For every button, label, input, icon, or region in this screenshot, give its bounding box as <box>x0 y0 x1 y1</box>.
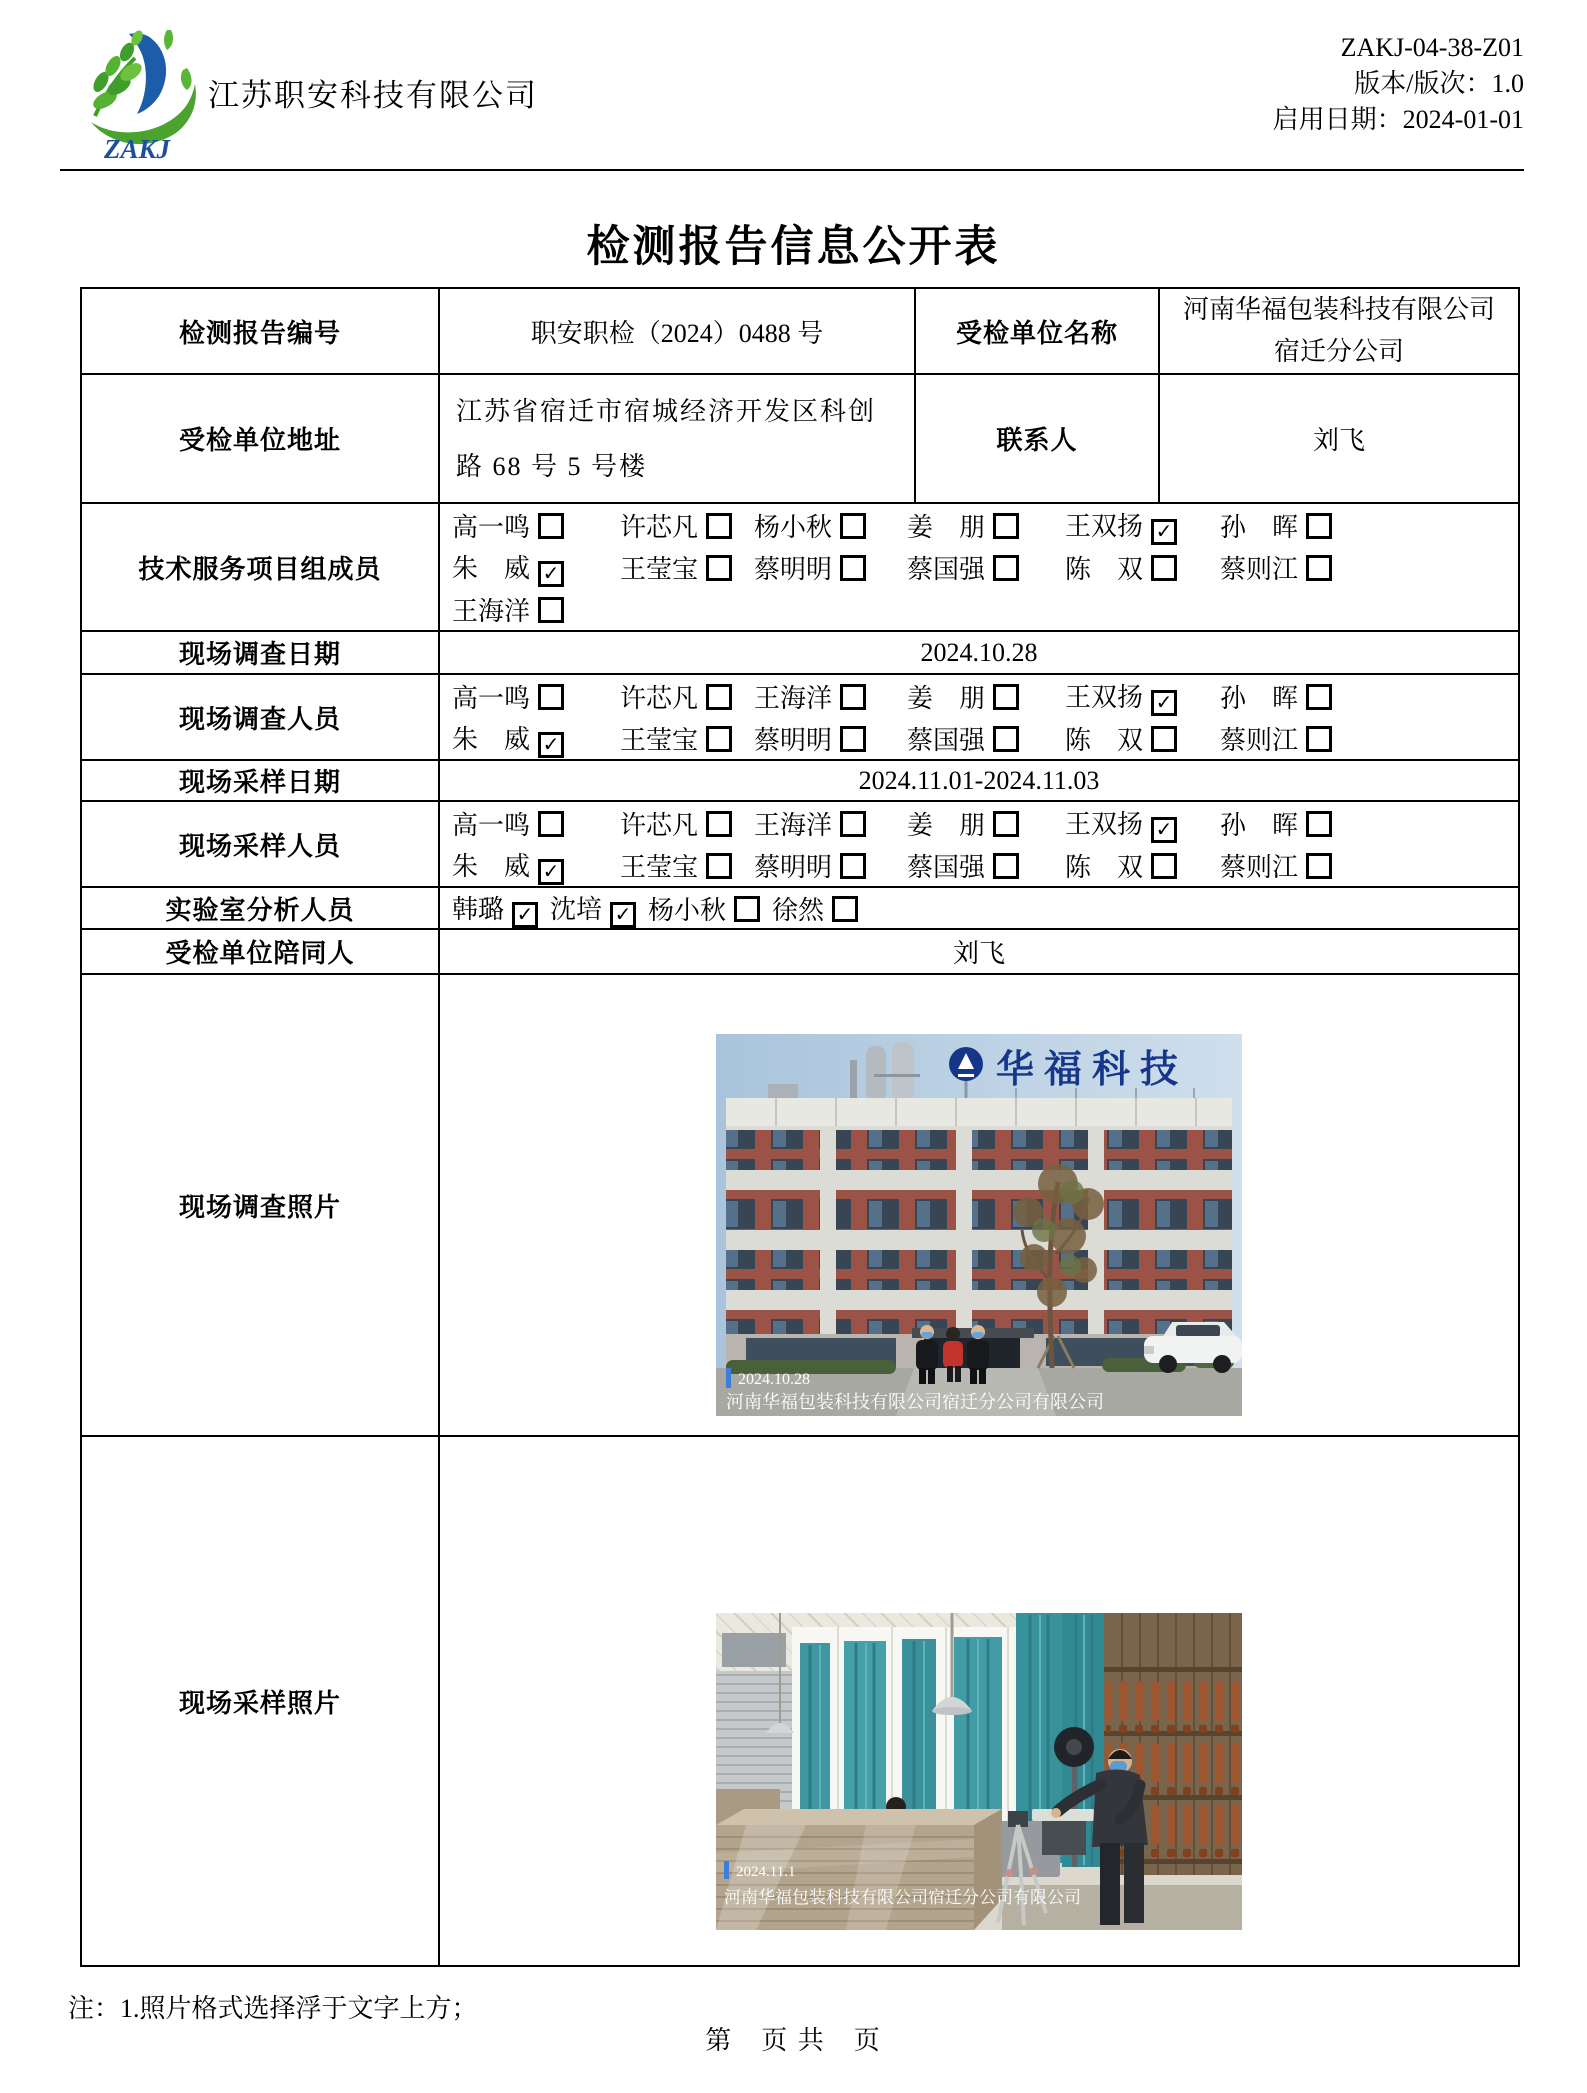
staff-name: 许芯凡 <box>620 810 699 840</box>
checkbox-unchecked-icon[interactable] <box>832 896 858 922</box>
survey-staff-label: 现场调查人员 <box>81 674 439 760</box>
staff-name: 王双扬 <box>1065 809 1144 839</box>
staff-name: 王双扬 <box>1065 511 1144 541</box>
staff-name: 高一鸣 <box>452 512 531 542</box>
checkbox-checked-icon[interactable]: ✓ <box>610 902 636 928</box>
checkbox-unchecked-icon[interactable] <box>706 555 732 581</box>
staff-entry <box>1065 549 1220 586</box>
checkbox-unchecked-icon[interactable] <box>1306 684 1332 710</box>
checkbox-unchecked-icon[interactable] <box>840 513 866 539</box>
contact-label: 联系人 <box>915 374 1159 503</box>
sampling-photo-label: 现场采样照片 <box>81 1436 439 1966</box>
footnote: 注：1.照片格式选择浮于文字上方； <box>68 1994 478 2023</box>
staff-entry <box>1065 720 1220 757</box>
unit-name-text: 河南华福包装科技有限公司宿迁分公司 <box>1182 295 1495 366</box>
staff-entry <box>907 805 1065 842</box>
staff-name: 陈 双 <box>1065 554 1144 584</box>
staff-entry <box>1065 847 1220 884</box>
checkbox-unchecked-icon[interactable] <box>1306 513 1332 539</box>
watermark-date: 2024.10.28 <box>738 1371 810 1388</box>
accompany-label: 受检单位陪同人 <box>81 929 439 974</box>
table-row <box>81 929 1519 974</box>
staff-entry <box>452 719 620 758</box>
staff-entry <box>1220 549 1518 586</box>
staff-entry <box>620 549 754 586</box>
staff-entry <box>620 847 754 884</box>
staff-name: 孙 晖 <box>1220 810 1299 840</box>
staff-entry <box>452 805 620 842</box>
doc-code: ZAKJ-04-38-Z01 <box>1340 33 1524 62</box>
staff-name: 蔡国强 <box>907 725 986 755</box>
checkbox-unchecked-icon[interactable] <box>538 811 564 837</box>
header-divider <box>60 169 1524 171</box>
checkbox-unchecked-icon[interactable] <box>1151 853 1177 879</box>
checkbox-unchecked-icon[interactable] <box>840 555 866 581</box>
checkbox-unchecked-icon[interactable] <box>993 853 1019 879</box>
info-table <box>80 287 1520 1967</box>
staff-line <box>452 888 1518 928</box>
staff-entry <box>1220 847 1518 884</box>
address-label: 受检单位地址 <box>81 374 439 503</box>
staff-entry <box>907 847 1065 884</box>
logo-droplet <box>181 68 192 90</box>
staff-entry <box>452 889 538 928</box>
staff-name: 王海洋 <box>452 596 531 626</box>
staff-entry <box>452 507 620 544</box>
staff-entry <box>550 889 636 928</box>
staff-entry <box>620 805 754 842</box>
accompany-value: 刘飞 <box>439 929 1519 974</box>
staff-name: 王海洋 <box>754 683 833 713</box>
staff-entry <box>620 507 754 544</box>
staff-entry <box>772 890 858 927</box>
sampling-staff-lines <box>440 802 1518 886</box>
doc-version: 版本/版次：1.0 <box>1354 69 1524 98</box>
survey-photo-label: 现场调查照片 <box>81 974 439 1436</box>
staff-name: 杨小秋 <box>754 512 833 542</box>
doc-title: 检测报告信息公开表 <box>586 224 1001 271</box>
staff-entry <box>907 507 1065 544</box>
table-row <box>81 887 1519 929</box>
staff-name: 高一鸣 <box>452 683 531 713</box>
checkbox-unchecked-icon[interactable] <box>706 513 732 539</box>
staff-entry <box>754 720 907 757</box>
survey-staff-lines <box>440 675 1518 759</box>
staff-name: 王莹宝 <box>620 852 699 882</box>
survey-photo-cell <box>439 974 1519 1436</box>
team-lines <box>440 504 1518 630</box>
watermark-date: 2024.11.1 <box>736 1863 796 1880</box>
unit-name-value <box>1159 288 1519 374</box>
checkbox-unchecked-icon[interactable] <box>993 555 1019 581</box>
table-row <box>81 503 1519 631</box>
checkbox-checked-icon[interactable]: ✓ <box>538 732 564 758</box>
address-value <box>439 374 915 503</box>
sampling-photo <box>716 1613 1242 1930</box>
shutter-window <box>722 1633 786 1667</box>
checkbox-unchecked-icon[interactable] <box>840 853 866 879</box>
wrapped-cardboard-stack <box>716 1789 1002 1930</box>
staff-name: 朱 威 <box>452 553 531 583</box>
staff-name: 陈 双 <box>1065 852 1144 882</box>
staff-line <box>452 504 1518 546</box>
staff-entry <box>620 720 754 757</box>
staff-name: 朱 威 <box>452 851 531 881</box>
checkbox-unchecked-icon[interactable] <box>538 597 564 623</box>
staff-entry <box>754 507 907 544</box>
lab-staff-label: 实验室分析人员 <box>81 887 439 929</box>
page-number: 第 页 共 页 <box>705 2026 882 2055</box>
checkbox-unchecked-icon[interactable] <box>706 853 732 879</box>
sampling-date-label: 现场采样日期 <box>81 760 439 801</box>
checkbox-unchecked-icon[interactable] <box>1306 726 1332 752</box>
staff-line <box>452 844 1518 886</box>
logo-leaves <box>90 29 145 116</box>
staff-entry <box>907 720 1065 757</box>
staff-entry <box>648 890 760 927</box>
staff-entry <box>620 678 754 715</box>
table-row <box>81 760 1519 801</box>
checkbox-unchecked-icon[interactable] <box>840 811 866 837</box>
staff-entry <box>452 591 620 628</box>
table-row <box>81 674 1519 760</box>
staff-line <box>452 588 1518 630</box>
sampling-photo-cell <box>439 1436 1519 1966</box>
staff-name: 沈培 <box>550 894 603 924</box>
unit-name-label: 受检单位名称 <box>915 288 1159 374</box>
staff-entry <box>754 805 907 842</box>
staff-entry <box>452 846 620 885</box>
company-name: 江苏职安科技有限公司 <box>208 78 538 113</box>
staff-name: 王双扬 <box>1065 682 1144 712</box>
sampling-staff-label: 现场采样人员 <box>81 801 439 887</box>
staff-entry <box>754 847 907 884</box>
checkbox-unchecked-icon[interactable] <box>538 684 564 710</box>
report-no-label: 检测报告编号 <box>81 288 439 374</box>
doc-meta <box>1273 30 1524 138</box>
staff-line <box>452 546 1518 588</box>
staff-name: 韩璐 <box>452 894 505 924</box>
staff-entry <box>907 549 1065 586</box>
checkbox-unchecked-icon[interactable] <box>538 513 564 539</box>
survey-photo <box>716 1034 1242 1416</box>
staff-name: 王海洋 <box>754 810 833 840</box>
survey-date-value: 2024.10.28 <box>439 631 1519 674</box>
survey-date-label: 现场调查日期 <box>81 631 439 674</box>
staff-entry <box>754 549 907 586</box>
sampling-date-value: 2024.11.01-2024.11.03 <box>439 760 1519 801</box>
checkbox-unchecked-icon[interactable] <box>706 811 732 837</box>
staff-line <box>452 675 1518 717</box>
staff-name: 陈 双 <box>1065 725 1144 755</box>
staff-name: 徐然 <box>772 895 825 925</box>
staff-name: 姜 朋 <box>907 512 986 542</box>
checkbox-unchecked-icon[interactable] <box>1306 853 1332 879</box>
staff-name: 蔡明明 <box>754 852 833 882</box>
table-row <box>81 1436 1519 1966</box>
sampling-staff <box>439 801 1519 887</box>
staff-entry <box>1065 677 1220 716</box>
staff-name: 杨小秋 <box>648 895 727 925</box>
checkbox-unchecked-icon[interactable] <box>1151 555 1177 581</box>
staff-name: 蔡明明 <box>754 725 833 755</box>
table-row <box>81 801 1519 887</box>
staff-name: 蔡明明 <box>754 554 833 584</box>
checkbox-checked-icon[interactable]: ✓ <box>538 561 564 587</box>
staff-entry <box>1065 506 1220 545</box>
staff-name: 蔡国强 <box>907 554 986 584</box>
staff-name: 朱 威 <box>452 724 531 754</box>
checkbox-unchecked-icon[interactable] <box>993 811 1019 837</box>
staff-name: 孙 晖 <box>1220 683 1299 713</box>
staff-entry <box>1065 804 1220 843</box>
staff-name: 高一鸣 <box>452 810 531 840</box>
table-row <box>81 974 1519 1436</box>
report-no-value: 职安职检（2024）0488 号 <box>439 288 915 374</box>
doc-enable-date: 启用日期：2024-01-01 <box>1272 105 1524 134</box>
staff-name: 蔡则江 <box>1220 725 1299 755</box>
staff-name: 姜 朋 <box>907 683 986 713</box>
checkbox-checked-icon[interactable]: ✓ <box>538 859 564 885</box>
staff-entry <box>1220 720 1518 757</box>
checkbox-unchecked-icon[interactable] <box>993 684 1019 710</box>
staff-entry <box>754 678 907 715</box>
survey-staff <box>439 674 1519 760</box>
staff-entry <box>1220 507 1518 544</box>
checkbox-unchecked-icon[interactable] <box>706 726 732 752</box>
checkbox-unchecked-icon[interactable] <box>993 513 1019 539</box>
staff-entry <box>1220 805 1518 842</box>
checkbox-unchecked-icon[interactable] <box>1306 811 1332 837</box>
checkbox-unchecked-icon[interactable] <box>993 726 1019 752</box>
checkbox-unchecked-icon[interactable] <box>734 896 760 922</box>
staff-name: 蔡则江 <box>1220 554 1299 584</box>
checkbox-unchecked-icon[interactable] <box>706 684 732 710</box>
staff-entry <box>452 678 620 715</box>
logo-droplet <box>164 30 173 50</box>
staff-name: 姜 朋 <box>907 810 986 840</box>
staff-name: 蔡国强 <box>907 852 986 882</box>
watermark-company: 河南华福包装科技有限公司宿迁分公司有限公司 <box>724 1887 1081 1907</box>
checkbox-checked-icon[interactable]: ✓ <box>1151 817 1177 843</box>
staff-name: 王莹宝 <box>620 725 699 755</box>
company-logo <box>75 24 205 164</box>
watermark-company: 河南华福包装科技有限公司宿迁分公司有限公司 <box>726 1392 1104 1412</box>
checkbox-unchecked-icon[interactable] <box>1151 726 1177 752</box>
staff-name: 许芯凡 <box>620 512 699 542</box>
staff-name: 王莹宝 <box>620 554 699 584</box>
table-row <box>81 288 1519 374</box>
checkbox-unchecked-icon[interactable] <box>840 684 866 710</box>
address-text: 江苏省宿迁市宿城经济开发区科创路 68 号 5 号楼 <box>456 396 877 481</box>
checkbox-unchecked-icon[interactable] <box>840 726 866 752</box>
checkbox-checked-icon[interactable]: ✓ <box>512 902 538 928</box>
checkbox-unchecked-icon[interactable] <box>1306 555 1332 581</box>
staff-name: 蔡则江 <box>1220 852 1299 882</box>
staff-line <box>452 717 1518 759</box>
lab-staff-lines <box>440 888 1518 928</box>
staff-line <box>452 802 1518 844</box>
checkbox-checked-icon[interactable]: ✓ <box>1151 519 1177 545</box>
logo-text: ZAKJ <box>103 134 171 164</box>
staff-name: 孙 晖 <box>1220 512 1299 542</box>
staff-entry <box>1220 678 1518 715</box>
checkbox-checked-icon[interactable]: ✓ <box>1151 690 1177 716</box>
team-members <box>439 503 1519 631</box>
staff-name: 许芯凡 <box>620 683 699 713</box>
table-row <box>81 631 1519 674</box>
staff-entry <box>907 678 1065 715</box>
sign-text: 华福科技 <box>996 1049 1189 1091</box>
team-label: 技术服务项目组成员 <box>81 503 439 631</box>
staff-entry <box>452 548 620 587</box>
table-row <box>81 374 1519 503</box>
lab-staff <box>439 887 1519 929</box>
contact-value: 刘飞 <box>1159 374 1519 503</box>
